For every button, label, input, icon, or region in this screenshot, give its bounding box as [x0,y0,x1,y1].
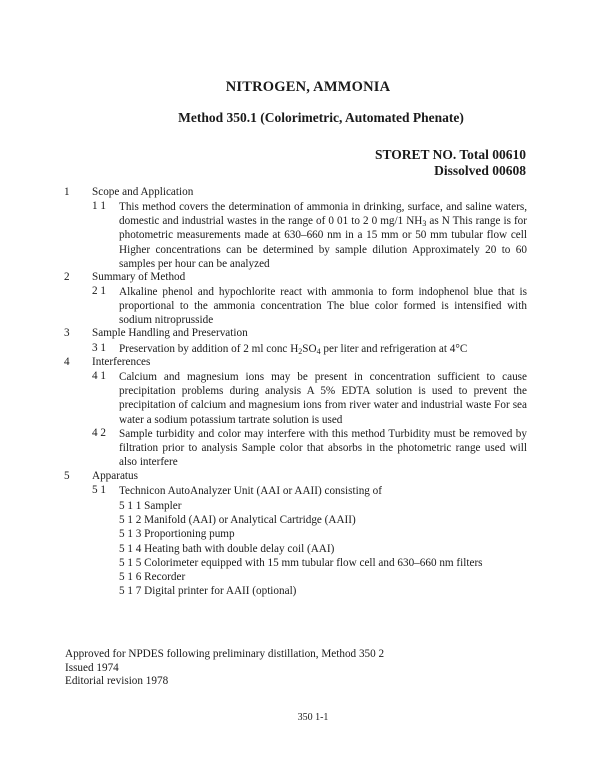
method-subtitle: Method 350.1 (Colorimetric, Automated Phenate) [178,110,464,125]
text-part: Preservation by addition of 2 ml conc H [119,343,299,355]
storet-dissolved: Dissolved 00608 [434,163,526,178]
subsection-text: Alkaline phenol and hypochlorite react with ammonia to form indophenol blue that is proportional to the ammonia concentration The blue color formed is intensified with sodium nitroprusside [119,286,527,327]
approval-line: Approved for NPDES following preliminary distillation, Method 350 2 [65,648,385,660]
storet-total: STORET NO. Total 00610 [374,147,526,162]
section-title: Apparatus [92,470,138,482]
section-number: 1 [64,186,70,198]
approval-notes [65,648,384,689]
subscript: 4 [316,347,321,356]
section-number: 4 [64,356,70,368]
subscript: 3 [422,219,427,229]
list-item: 5 1 5 Colorimeter equipped with 15 mm tubular flow cell and 630–660 nm filters [119,556,483,569]
subsection-number: 4 1 [92,370,106,382]
page-number: 350 1-1 [297,712,329,723]
section-title: Scope and Application [92,186,194,198]
subsection-number: 4 2 [92,427,106,439]
list-item: 5 1 2 Manifold (AAI) or Analytical Cartridge (AAII) [119,514,356,527]
list-item: 5 1 7 Digital printer for AAII (optional) [119,585,297,598]
subsection-number: 2 1 [92,285,106,297]
subsection-number: 3 1 [92,342,106,354]
text-part: per liter and refrigeration at 4°C [320,343,468,355]
text-part: as N This range is for photometric measurements made at 630–660 nm in a 15 mm or 50 mm tubular flow cell Higher concentrations can be determined by sample dilution Approximately 20 to 60 samples per hour can be analyzed [119,215,527,270]
document-title: NITROGEN, AMMONIA [225,79,391,95]
list-item: 5 1 1 Sampler [119,500,182,512]
issued-line: Issued 1974 [65,661,119,674]
subsection-text: Calcium and magnesium ions may be present in concentration sufficient to cause precipitation problems during analysis A 5% EDTA solution is used to prevent the precipitation of calcium and magnesium ions from river water and industrial waste For sea water a sodium potassium tartrate solution is used [119,371,527,426]
subsection-number: 1 1 [92,200,106,212]
section-title: Summary of Method [92,271,186,283]
text-part: This method covers the determination of ammonia in drinking, surface, and saline waters, domestic and industrial wastes in the range of 0 01 to 2 0 mg/1 NH [119,201,527,228]
section-title: Interferences [92,356,151,368]
list-item: 5 1 6 Recorder [119,571,186,584]
revision-line: Editorial revision 1978 [65,675,169,687]
section-number: 3 [64,327,70,339]
subsection-number: 5 1 [92,484,106,496]
list-item: 5 1 3 Proportioning pump [119,528,235,541]
apparatus-list [119,499,483,598]
section-number: 2 [64,271,70,283]
subsection-text: Sample turbidity and color may interfere with this method Turbidity must be removed by filtration prior to analysis Sample color that absorbs in the photometric range used will also interfere [119,428,527,469]
section-number: 5 [64,470,70,482]
subscript: 2 [298,347,303,356]
subsection-text [119,342,539,356]
text-part: SO [302,343,317,355]
list-item: 5 1 4 Heating bath with double delay coil (AAI) [119,542,335,555]
subsection-text: Technicon AutoAnalyzer Unit (AAI or AAII) consisting of [119,485,382,497]
storet-numbers [375,147,526,179]
subsection-text [119,200,527,271]
section-title: Sample Handling and Preservation [92,327,248,339]
